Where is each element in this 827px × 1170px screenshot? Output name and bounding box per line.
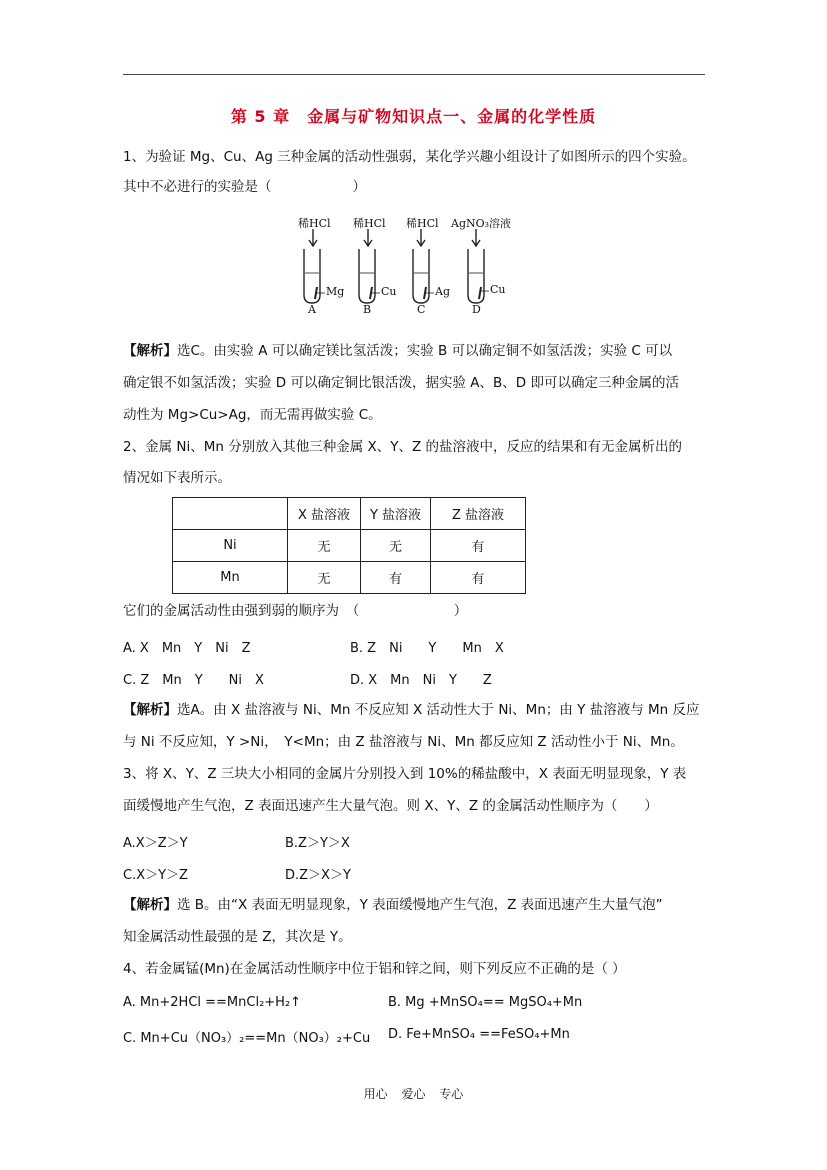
tube-d-reagent: AgNO₃溶液 [451,217,512,230]
q2-option-c: C. Z Mn Y Ni X [123,673,264,688]
q4-option-a: A. Mn+2HCl ==MnCl₂+H₂↑ [123,995,302,1010]
analysis-tag: 【解析】 [123,897,177,913]
tube-d-letter: D [472,303,481,316]
page-title: 第 5 章 金属与矿物知识点一、金属的化学性质 [230,107,597,126]
tube-c-reagent: 稀HCl [406,217,439,230]
q2-analysis-line2: 与 Ni 不反应知，Y >Ni， Y<Mn；由 Z 盐溶液与 Ni、Mn 都反应知 Z 活动性小于 Ni、Mn。 [123,734,684,750]
test-tube-figure [295,215,515,318]
q1-analysis-line1 [123,342,672,360]
q3-analysis-line1 [123,896,663,914]
table-row [173,530,526,562]
table-header-cell: Z 盐溶液 [431,498,526,530]
q4-stem: 4、若金属锰(Mn)在金属活动性顺序中位于铝和锌之间，则下列反应不正确的是（ ） [123,961,626,977]
tube-a-metal: Mg [326,285,345,298]
tube-a-letter: A [308,303,316,316]
q1-analysis-line3: 动性为 Mg>Cu>Ag，而无需再做实验 C。 [123,407,382,423]
table-cell: Ni [173,530,288,562]
tube-a-reagent: 稀HCl [298,217,331,230]
table-header-cell: Y 盐溶液 [361,498,431,530]
analysis-text: 选 B。由“X 表面无明显现象，Y 表面缓慢地产生气泡，Z 表面迅速产生大量气泡” [177,897,663,913]
q2-analysis-line1 [123,701,700,719]
analysis-text: 选C。由实验 A 可以确定镁比氢活泼；实验 B 可以确定铜不如氢活泼；实验 C 可以 [177,343,673,359]
table-cell: 无 [288,562,361,594]
q3-analysis-line2: 知金属活动性最强的是 Z，其次是 Y。 [123,929,352,945]
q2-question: 它们的金属活动性由强到弱的顺序为 （ ） [123,603,468,619]
header-rule [123,74,705,75]
q3-option-d: D.Z＞X＞Y [285,868,351,883]
q1-analysis-line2: 确定银不如氢活泼；实验 D 可以确定铜比银活泼，据实验 A、B、D 即可以确定三种金属的活 [123,375,679,391]
tube-b-reagent: 稀HCl [353,217,386,230]
tube-b-metal: Cu [381,285,397,298]
q2-option-b: B. Z Ni Y Mn X [350,641,504,656]
q4-option-c: C. Mn+Cu（NO₃）₂==Mn（NO₃）₂+Cu [123,1031,371,1046]
analysis-tag: 【解析】 [123,343,177,359]
q3-option-b: B.Z＞Y＞X [285,836,350,851]
q3-option-a: A.X＞Z＞Y [123,836,188,851]
q3-stem-line1: 3、将 X、Y、Z 三块大小相同的金属片分别投入到 10%的稀盐酸中，X 表面无明显现象，Y 表 [123,766,687,782]
q1-stem-line2: 其中不必进行的实验是（ ） [123,179,366,195]
q2-option-a: A. X Mn Y Ni Z [123,641,251,656]
analysis-text: 选A。由 X 盐溶液与 Ni、Mn 不反应知 X 活动性大于 Ni、Mn；由 Y 盐溶液与 Mn 反应 [177,702,700,718]
q1-stem-line1: 1、为验证 Mg、Cu、Ag 三种金属的活动性强弱，某化学兴趣小组设计了如图所示的四个实验。 [123,149,696,165]
q4-option-b: B. Mg +MnSO₄== MgSO₄+Mn [388,995,583,1010]
tube-c-letter: C [417,303,426,316]
tube-c-metal: Ag [435,285,450,298]
q2-stem-line2: 情况如下表所示。 [123,470,231,486]
table-cell: Mn [173,562,288,594]
q3-stem-line2: 面缓慢地产生气泡，Z 表面迅速产生大量气泡。则 X、Y、Z 的金属活动性顺序为（ ） [123,798,658,814]
table-cell: 有 [361,562,431,594]
table-header-cell [173,498,288,530]
table-cell: 无 [288,530,361,562]
q3-option-c: C.X＞Y＞Z [123,868,188,883]
tube-d-metal: Cu [490,283,506,296]
table-header-row [173,498,526,530]
q4-option-d: D. Fe+MnSO₄ ==FeSO₄+Mn [388,1027,570,1042]
tube-b-letter: B [363,303,372,316]
q2-stem-line1: 2、金属 Ni、Mn 分别放入其他三种金属 X、Y、Z 的盐溶液中，反应的结果和有无金属析出的 [123,439,683,455]
table-cell: 有 [431,562,526,594]
table-header-cell: X 盐溶液 [288,498,361,530]
table-cell: 无 [361,530,431,562]
page-footer: 用心 爱心 专心 [363,1087,464,1101]
table-cell: 有 [431,530,526,562]
analysis-tag: 【解析】 [123,702,177,718]
reaction-table [172,497,526,594]
q2-option-d: D. X Mn Ni Y Z [350,673,492,688]
table-row [173,562,526,594]
